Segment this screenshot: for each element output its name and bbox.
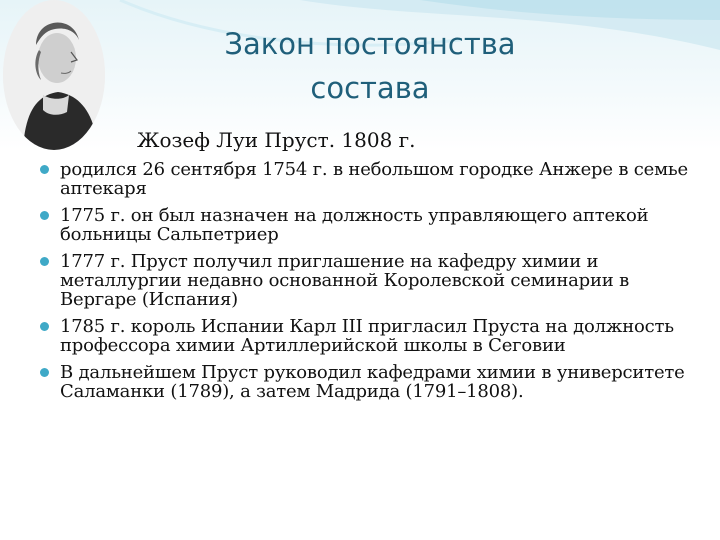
slide-subtitle: Жозеф Луи Пруст. 1808 г.	[137, 128, 416, 152]
list-item	[40, 206, 700, 244]
list-item	[40, 363, 700, 401]
list-item	[40, 252, 700, 309]
list-item	[40, 160, 700, 198]
title-line-2: состава	[310, 71, 430, 105]
title-line-1: Закон постоянства	[224, 27, 516, 61]
list-item-text: 1785 г. король Испании Карл III пригласил Пруста на должность профессора химии Артиллерийской школы в Сеговии	[60, 316, 674, 356]
bullet-list	[40, 160, 700, 409]
list-item-text: 1775 г. он был назначен на должность управляющего аптекой больницы Сальпетриер	[60, 205, 649, 245]
bullet-icon	[40, 165, 49, 174]
list-item-text: В дальнейшем Пруст руководил кафедрами химии в университете Саламанки (1789), а затем Мадрида (1791–1808).	[60, 362, 685, 402]
bullet-icon	[40, 257, 49, 266]
bullet-icon	[40, 211, 49, 220]
portrait-image	[3, 0, 105, 150]
bullet-icon	[40, 322, 49, 331]
bullet-icon	[40, 368, 49, 377]
slide-title	[170, 22, 570, 110]
list-item-text: 1777 г. Пруст получил приглашение на кафедру химии и металлургии недавно основанной Королевской семинарии в Вергаре (Испания)	[60, 251, 630, 310]
list-item	[40, 317, 700, 355]
list-item-text: родился 26 сентября 1754 г. в небольшом городке Анжере в семье аптекаря	[60, 159, 688, 199]
